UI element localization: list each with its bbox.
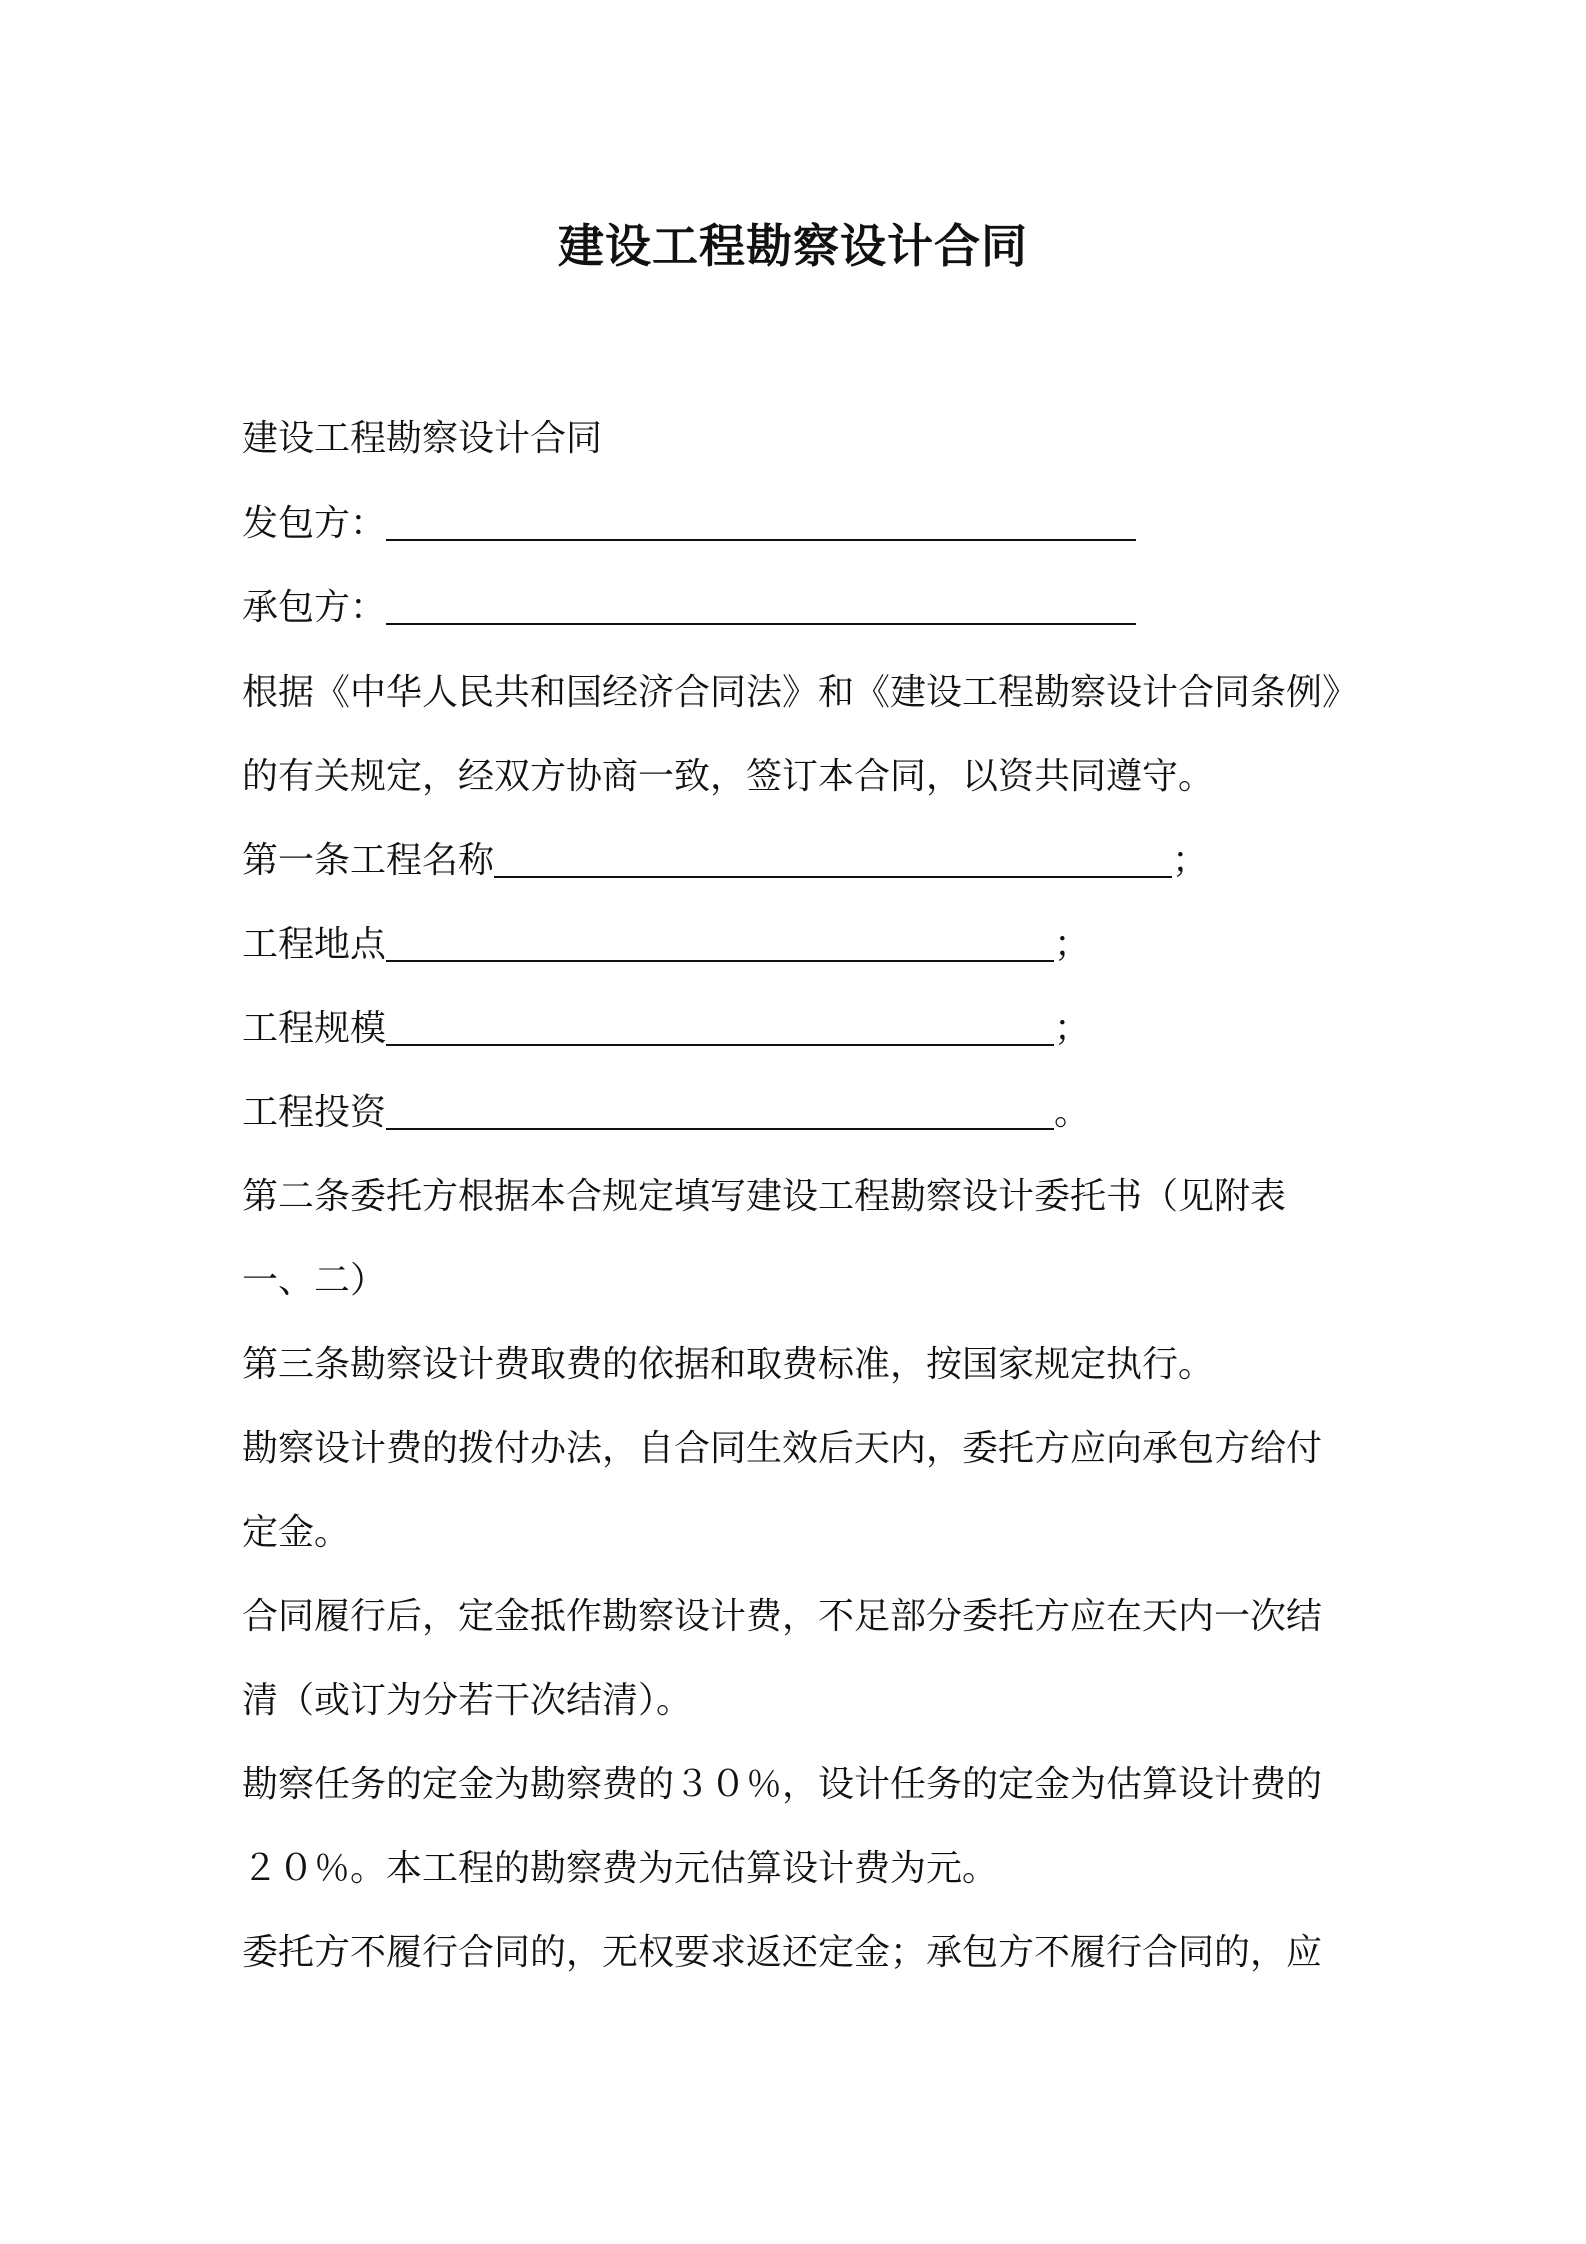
article1-label: 第一条工程名称 [242, 840, 495, 881]
location-line [242, 917, 1090, 973]
location-blank [386, 920, 1054, 962]
deposit-line-2: ２０％。本工程的勘察费为元估算设计费为元。 [242, 1848, 999, 1889]
subtitle: 建设工程勘察设计合同 [242, 418, 603, 459]
performance-line-2: 清（或订为分若干次结清）。 [242, 1680, 693, 1721]
location-end: ； [1054, 924, 1091, 965]
party-b-label: 承包方： [242, 587, 387, 628]
article2-line-2: 一、二） [242, 1260, 387, 1301]
scale-end: ； [1054, 1008, 1091, 1049]
performance-line-1: 合同履行后，定金抵作勘察设计费，不足部分委托方应在天内一次结 [242, 1596, 1323, 1637]
basis-line-2: 的有关规定，经双方协商一致，签订本合同，以资共同遵守。 [242, 756, 1215, 797]
basis-line-1: 根据《中华人民共和国经济合同法》和《建设工程勘察设计合同条例》 [242, 672, 1359, 713]
party-a-blank [386, 499, 1136, 541]
location-label: 工程地点 [242, 924, 387, 965]
party-a-label: 发包方： [242, 503, 387, 544]
article1-end: ； [1172, 840, 1209, 881]
article3-line: 第三条勘察设计费取费的依据和取费标准，按国家规定执行。 [242, 1344, 1215, 1385]
party-b-line [242, 580, 1136, 636]
investment-label: 工程投资 [242, 1092, 387, 1133]
party-a-line [242, 496, 1136, 552]
party-b-blank [386, 583, 1136, 625]
article1-line [242, 833, 1208, 889]
scale-line [242, 1001, 1090, 1057]
payment-line-2: 定金。 [242, 1512, 351, 1553]
deposit-line-1: 勘察任务的定金为勘察费的３０％，设计任务的定金为估算设计费的 [242, 1764, 1323, 1805]
project-name-blank [494, 836, 1172, 878]
document-title: 建设工程勘察设计合同 [558, 219, 1028, 273]
investment-blank [386, 1088, 1054, 1130]
article2-line-1: 第二条委托方根据本合规定填写建设工程勘察设计委托书（见附表 [242, 1176, 1287, 1217]
investment-line [242, 1085, 1090, 1141]
investment-end: 。 [1054, 1092, 1091, 1133]
breach-line-1: 委托方不履行合同的，无权要求返还定金；承包方不履行合同的，应 [242, 1932, 1323, 1973]
scale-label: 工程规模 [242, 1008, 387, 1049]
payment-line-1: 勘察设计费的拨付办法，自合同生效后天内，委托方应向承包方给付 [242, 1428, 1323, 1469]
scale-blank [386, 1004, 1054, 1046]
